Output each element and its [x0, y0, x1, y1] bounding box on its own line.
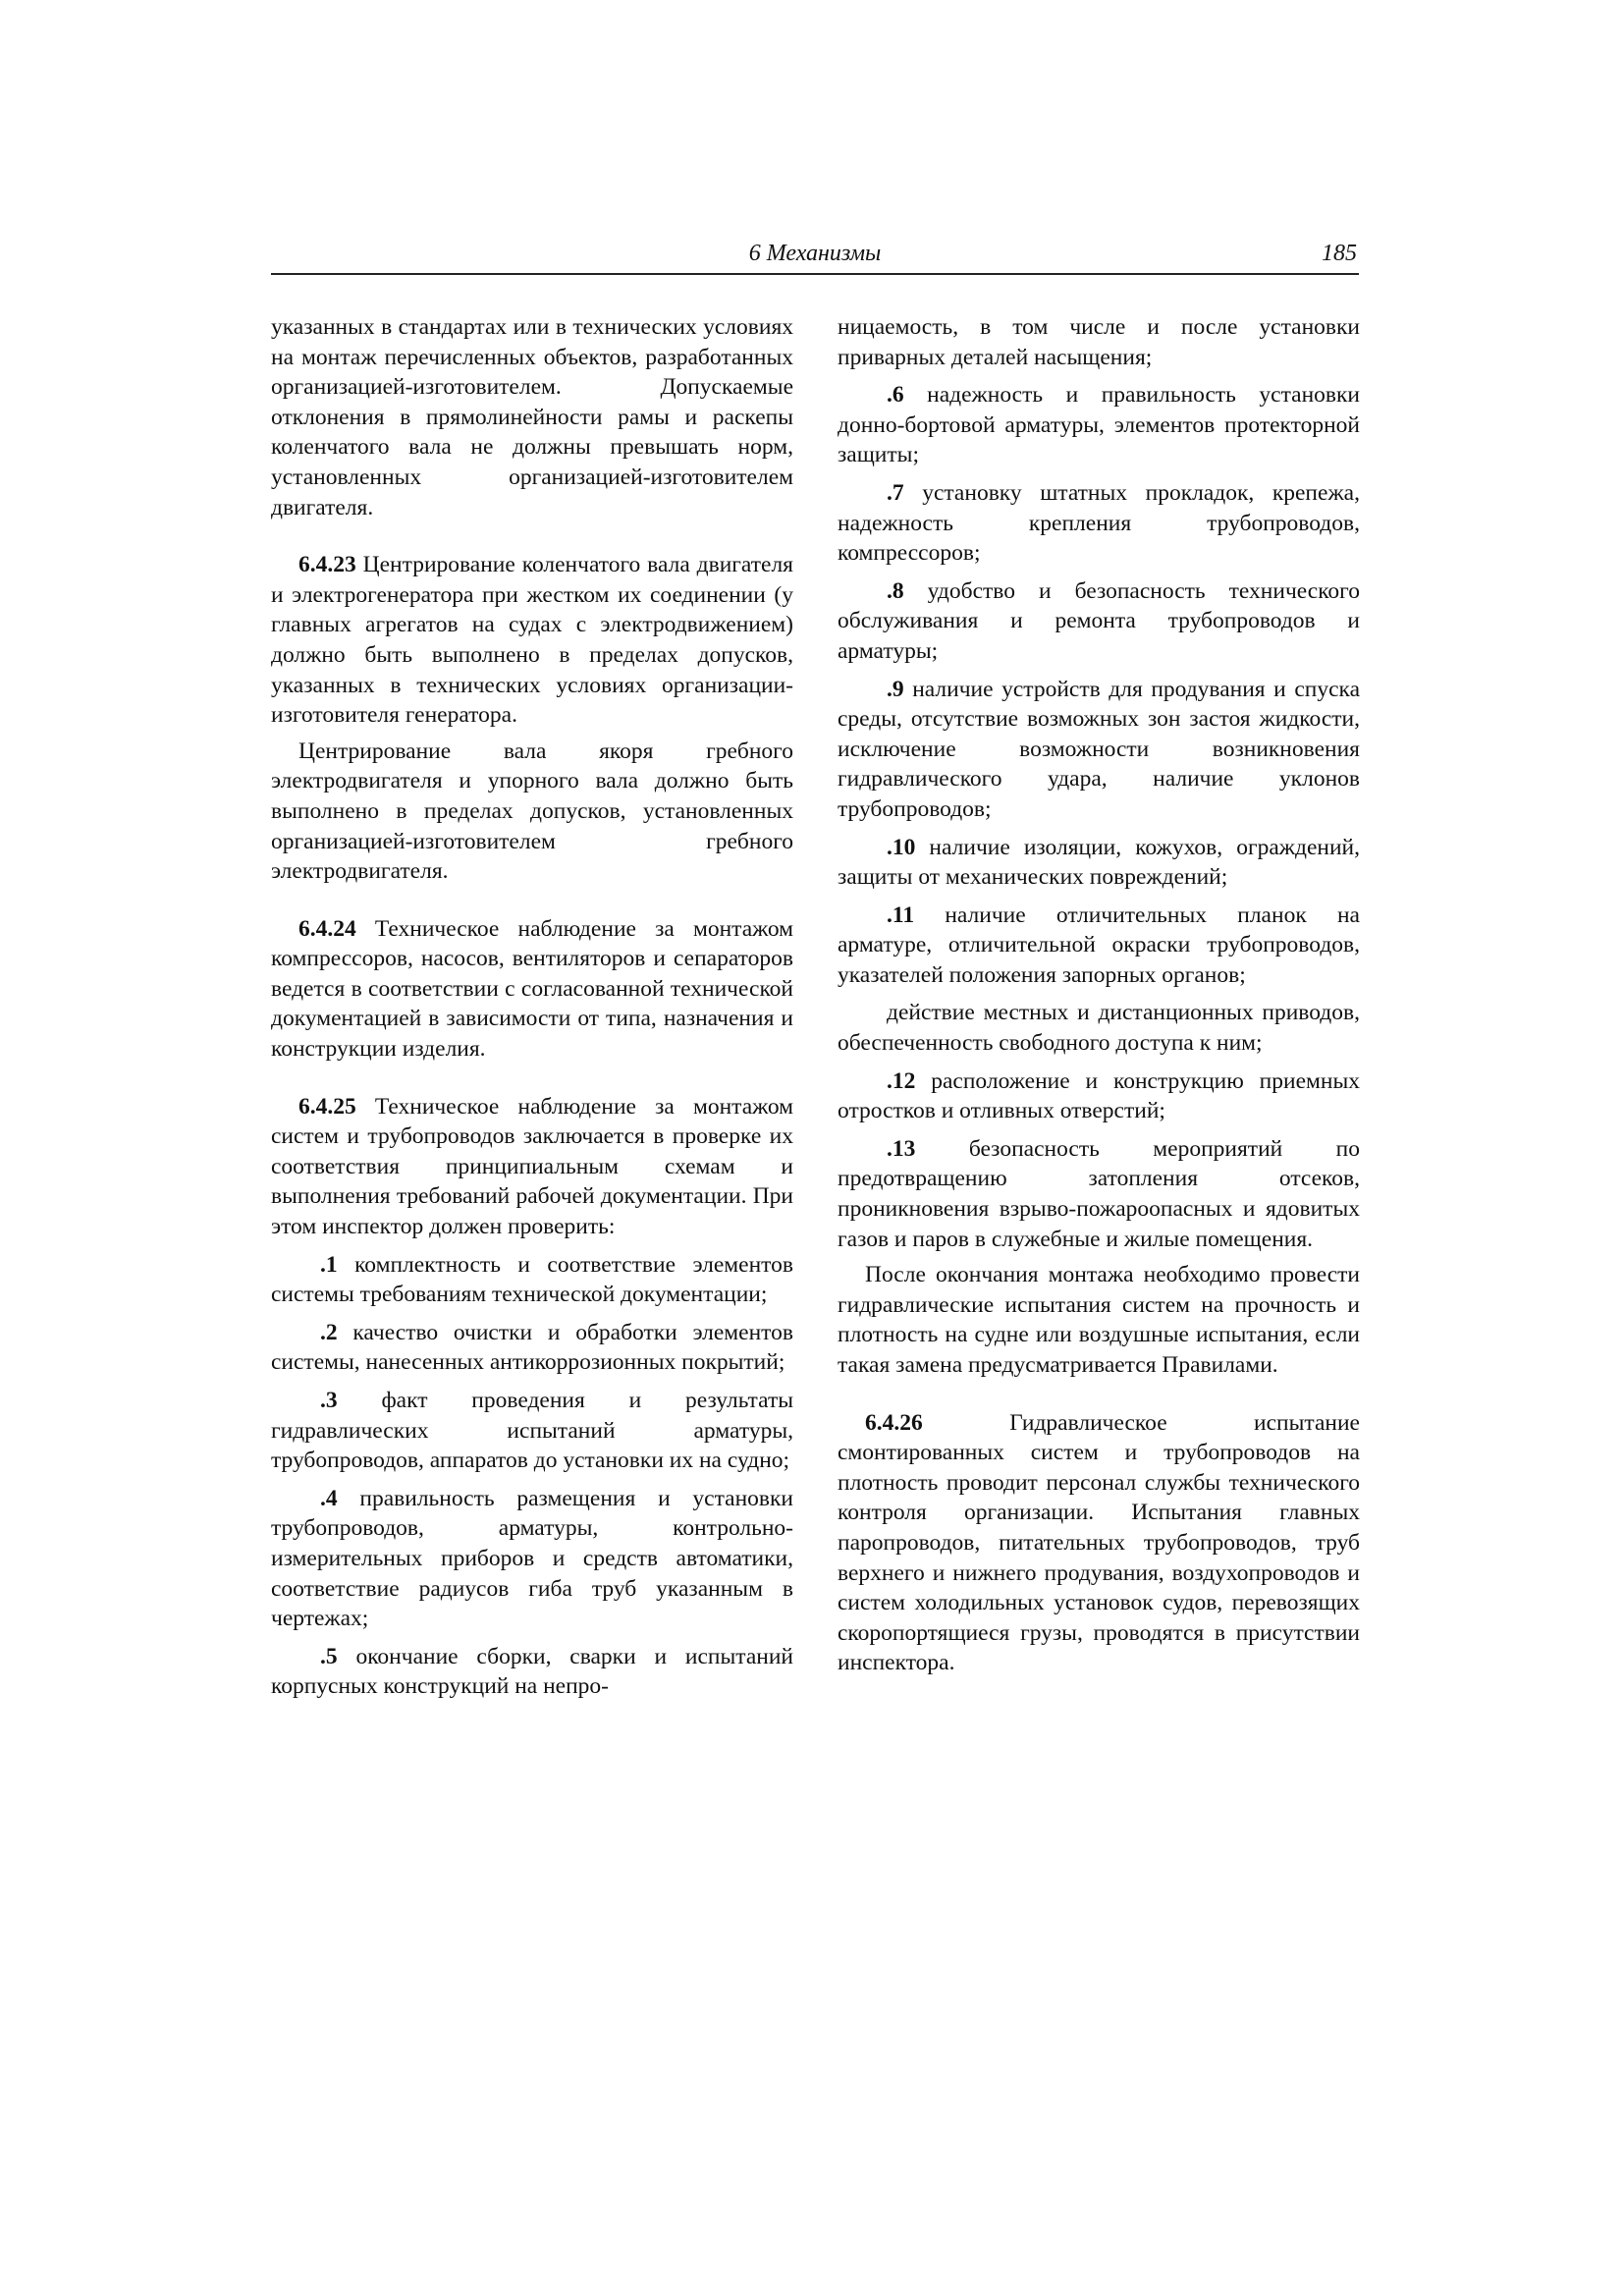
list-item — [838, 478, 1360, 569]
list-item — [838, 1066, 1360, 1126]
list-item — [838, 901, 1360, 991]
item-number: .1 — [320, 1251, 338, 1278]
section-6-4-23 — [271, 550, 793, 731]
item-text: окончание сборки, сварки и испытаний корпусных конструкций на непро- — [271, 1643, 793, 1700]
section-text: Техническое наблюдение за монтажом компрессоров, насосов, вентиляторов и сепараторов ведется в соответствии с согласованной технической документацией в зависимости от типа, назначения и конструкции изделия. — [271, 915, 793, 1063]
item-text: наличие устройств для продувания и спуска среды, отсутствие возможных зон застоя жидкости, исключение возможности возникновения гидравлического удара, наличие уклонов трубопроводов; — [838, 676, 1360, 822]
item-number: .6 — [887, 382, 904, 409]
list-item — [838, 576, 1360, 667]
item-text: наличие изоляции, кожухов, ограждений, защиты от механических повреждений; — [838, 834, 1360, 891]
item-number: .3 — [320, 1388, 338, 1413]
list-item — [271, 1250, 793, 1310]
list-item — [838, 675, 1360, 825]
left-column — [271, 312, 793, 1702]
section-text: Техническое наблюдение за монтажом систем и трубопроводов заключается в проверке их соответствия принципиальным схемам и выполнения требований рабочей документации. При этом инспектор должен проверить: — [271, 1093, 793, 1240]
page-number: 185 — [1322, 241, 1357, 266]
section-6-4-26 — [838, 1408, 1360, 1678]
item-text: расположение и конструкцию приемных отростков и отливных отверстий; — [838, 1067, 1360, 1124]
item-number: .12 — [887, 1067, 916, 1094]
paragraph-continuation: ницаемость, в том числе и после установки приварных деталей насыщения; — [838, 314, 1360, 370]
item-text: безопасность мероприятий по предотвращению затопления отсеков, проникновения взрыво-пожароопасных и ядовитых газов и паров в служебные и жилые помещения. — [838, 1135, 1360, 1252]
item-number: .5 — [320, 1643, 338, 1669]
item-text: установку штатных прокладок, крепежа, надежность крепления трубопроводов, компрессоров; — [838, 479, 1360, 567]
item-text: удобство и безопасность технического обслуживания и ремонта трубопроводов и арматуры; — [838, 577, 1360, 664]
list-item-continuation: действие местных и дистанционных приводов, обеспеченность свободного доступа к ним; — [838, 1000, 1360, 1057]
paragraph: После окончания монтажа необходимо провести гидравлические испытания систем на прочность и плотность на судне или воздушные испытания, если такая замена предусматривается Правилами. — [838, 1262, 1360, 1378]
right-column — [838, 312, 1360, 1678]
list-item — [271, 1318, 793, 1378]
list-item — [838, 380, 1360, 470]
section-text: Гидравлическое испытание смонтированных систем и трубопроводов на плотность проводит персонал службы технического контроля организации. Испытания главных паропроводов, питательных трубопроводов, труб верхнего и нижнего продувания, воздухопроводов и систем холодильных установок судов, перевозящих скоропортящиеся грузы, проводятся в присутствии инспектора. — [838, 1409, 1360, 1676]
section-number: 6.4.26 — [865, 1409, 923, 1436]
item-text: факт проведения и результаты гидравлических испытаний арматуры, трубопроводов, аппаратов до установки их на судно; — [271, 1388, 793, 1474]
running-title: 6 Механизмы — [748, 241, 882, 266]
section-text: Центрирование коленчатого вала двигателя и электрогенератора при жестком их соединении (у главных агрегатов на судах с электродвижением) должно быть выполнено в пределах допусков, указанных в технических условиях организации-изготовителя генератора. — [271, 552, 793, 729]
item-number: .4 — [320, 1485, 338, 1511]
section-number: 6.4.25 — [298, 1093, 356, 1120]
section-6-4-24 — [271, 914, 793, 1065]
item-number: .11 — [887, 902, 915, 928]
item-number: .7 — [887, 479, 904, 506]
item-number: .9 — [887, 676, 904, 702]
item-number: .13 — [887, 1135, 916, 1162]
list-item — [838, 1134, 1360, 1254]
paragraph-continuation: указанных в стандартах или в технических условиях на монтаж перечисленных объектов, разработанных организацией-изготовителем. Допускаемые отклонения в прямолинейности рамы и раскепы коленчатого вала не должны превышать норм, установленных организацией-изготовителем двигателя. — [271, 314, 793, 520]
list-item — [271, 1484, 793, 1634]
item-number: .10 — [887, 834, 916, 860]
list-item — [838, 833, 1360, 893]
item-text: надежность и правильность установки донно-бортовой арматуры, элементов протекторной защиты; — [838, 382, 1360, 468]
page-header — [271, 238, 1359, 275]
list-item — [271, 1642, 793, 1702]
item-text: комплектность и соответствие элементов системы требованиям технической документации; — [271, 1251, 793, 1308]
list-item — [271, 1386, 793, 1476]
section-6-4-25 — [271, 1092, 793, 1242]
section-number: 6.4.23 — [298, 552, 356, 578]
item-number: .8 — [887, 577, 904, 604]
item-text: правильность размещения и установки трубопроводов, арматуры, контрольно-измерительных приборов и средств автоматики, соответствие радиусов гиба труб указанным в чертежах; — [271, 1485, 793, 1632]
item-text: качество очистки и обработки элементов системы, нанесенных антикоррозионных покрытий; — [271, 1319, 793, 1376]
paragraph: Центрирование вала якоря гребного электродвигателя и упорного вала должно быть выполнено в пределах допусков, установленных организацией-изготовителем гребного электродвигателя. — [271, 738, 793, 885]
item-text: наличие отличительных планок на арматуре, отличительной окраски трубопроводов, указателей положения запорных органов; — [838, 902, 1360, 988]
item-number: .2 — [320, 1319, 338, 1345]
section-number: 6.4.24 — [298, 915, 356, 942]
